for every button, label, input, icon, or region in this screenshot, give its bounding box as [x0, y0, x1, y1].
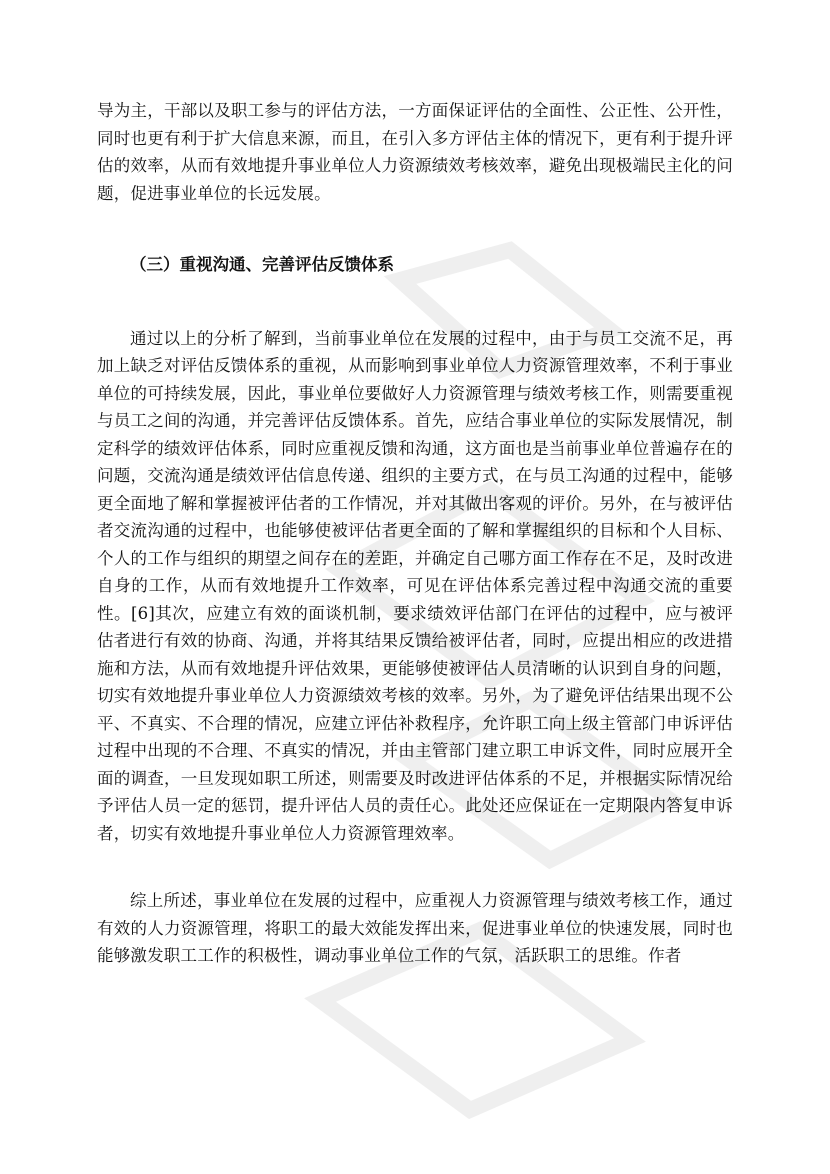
document-body [97, 97, 733, 970]
spacer [97, 279, 733, 325]
spacer [97, 207, 733, 251]
paragraph-communication: 通过以上的分析了解到，当前事业单位在发展的过程中，由于与员工交流不足，再加上缺乏对评估反馈体系的重视，从而影响到事业单位人力资源管理效率，不利于事业单位的可持续发展，因此，事业单位要做好人力资源管理与绩效考核工作，则需要重视与员工之间的沟通，并完善评估反馈体系。首先，应结合事业单位的实际发展情况，制定科学的绩效评估体系，同时应重视反馈和沟通，这方面也是当前事业单位普遍存在的问题，交流沟通是绩效评估信息传递、组织的主要方式，在与员工沟通的过程中，能够更全面地了解和掌握被评估者的工作情况，并对其做出客观的评价。另外，在与被评估者交流沟通的过程中，也能够使被评估者更全面的了解和掌握组织的目标和个人目标、个人的工作与组织的期望之间存在的差距，并确定自己哪方面工作存在不足，及时改进自身的工作，从而有效地提升工作效率，可见在评估体系完善过程中沟通交流的重要性。[6]其次，应建立有效的面谈机制，要求绩效评估部门在评估的过程中，应与被评估者进行有效的协商、沟通，并将其结果反馈给被评估者，同时，应提出相应的改进措施和方法，从而有效地提升评估效果，更能够使被评估人员清晰的认识到自身的问题，切实有效地提升事业单位人力资源绩效考核的效率。另外，为了避免评估结果出现不公平、不真实、不合理的情况，应建立评估补救程序，允许职工向上级主管部门申诉评估过程中出现的不合理、不真实的情况，并由主管部门建立职工申诉文件，同时应展开全面的调查，一旦发现如职工所述，则需要及时改进评估体系的不足，并根据实际情况给予评估人员一定的惩罚，提升评估人员的责任心。此处还应保证在一定期限内答复申诉者，切实有效地提升事业单位人力资源管理效率。 [97, 328, 733, 843]
spacer [97, 847, 733, 887]
section-heading: （三）重视沟通、完善评估反馈体系 [130, 255, 394, 274]
paragraph-continued: 导为主，干部以及职工参与的评估方法，一方面保证评估的全面性、公正性、公开性，同时也更有利于扩大信息来源，而且，在引入多方评估主体的情况下，更有利于提升评估的效率，从而有效地提升事业单位人力资源绩效考核效率，避免出现极端民主化的问题，促进事业单位的长远发展。 [97, 101, 733, 203]
paragraph-summary: 综上所述，事业单位在发展的过程中，应重视人力资源管理与绩效考核工作，通过有效的人力资源管理，将职工的最大效能发挥出来，促进事业单位的快速发展，同时也能够激发职工工作的积极性，调动事业单位工作的气氛，活跃职工的思维。作者 [97, 891, 733, 965]
